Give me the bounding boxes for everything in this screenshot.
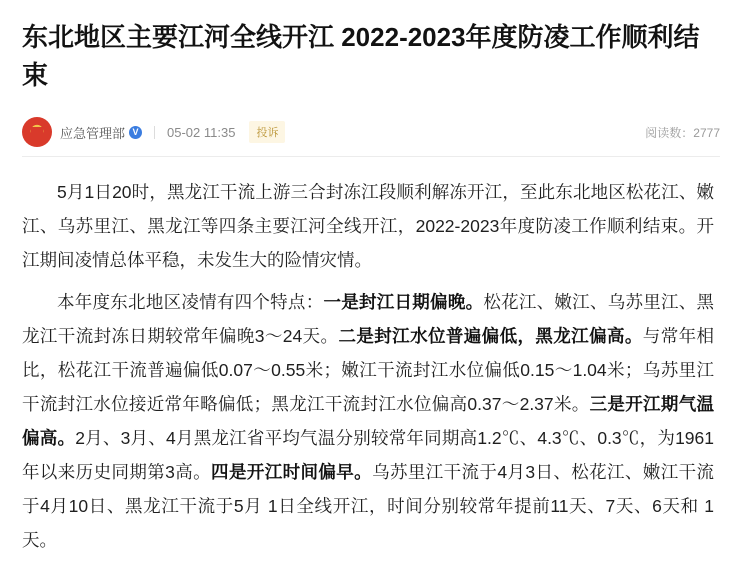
read-count: 阅读数：2777 — [645, 125, 720, 140]
page-title: 东北地区主要江河全线开江 2022-2023年度防凌工作顺利结束 — [22, 22, 700, 90]
meta-divider — [154, 126, 155, 139]
timestamp: 05-02 11:35 — [167, 124, 236, 140]
p2-text-1: 松花江、嫩江、乌苏里江、黑龙江干流封冻日期较常年偏晚3～24天。 — [22, 292, 715, 346]
verified-badge-icon: V — [129, 126, 142, 139]
avatar[interactable] — [22, 117, 52, 147]
p2-intro: 本年度东北地区凌情有四个特点： — [57, 292, 324, 312]
article-body — [22, 175, 720, 557]
p2-text-2: 与常年相比，松花江干流普遍偏低0.07～0.55米；嫩江干流封江水位偏低0.15～1.04米；乌苏里江干流封江水位接近常年略偏低；黑龙江干流封江水位偏高0.37～2.37米。 — [22, 326, 715, 414]
p2-point-2: 二是封江水位普遍偏低，黑龙江偏高。 — [338, 326, 643, 346]
paragraph-2 — [22, 285, 714, 557]
article-meta-row — [22, 116, 720, 148]
source-name[interactable]: 应急管理部 — [60, 125, 126, 141]
paragraph-1: 5月1日20时，黑龙江干流上游三合封冻江段顺利解冻开江，至此东北地区松花江、嫩江、乌苏里江、黑龙江等四条主要江河全线开江，2022-2023年度防凌工作顺利结束。开江期间凌情总体平稳，未发生大的险情灾情。 — [22, 182, 714, 270]
p2-point-3: 三是开江期气温偏高。 — [22, 394, 715, 448]
p2-point-1: 一是封江日期偏晚。 — [323, 292, 484, 312]
p2-text-4: 乌苏里江干流于4月3日、松花江、嫩江干流于4月10日、黑龙江干流于5月 1日全线开江，时间分别较常年提前11天、7天、6天和 1天。 — [22, 462, 714, 550]
national-emblem-icon — [26, 121, 48, 143]
p2-point-4: 四是开江时间偏早。 — [211, 462, 373, 482]
report-button[interactable]: 投诉 — [249, 121, 285, 143]
p2-text-3: 2月、3月、4月黑龙江省平均气温分别较常年同期高1.2℃、4.3℃、0.3℃，为1961年以来历史同期第3高。 — [22, 428, 715, 482]
header-divider — [22, 156, 720, 157]
